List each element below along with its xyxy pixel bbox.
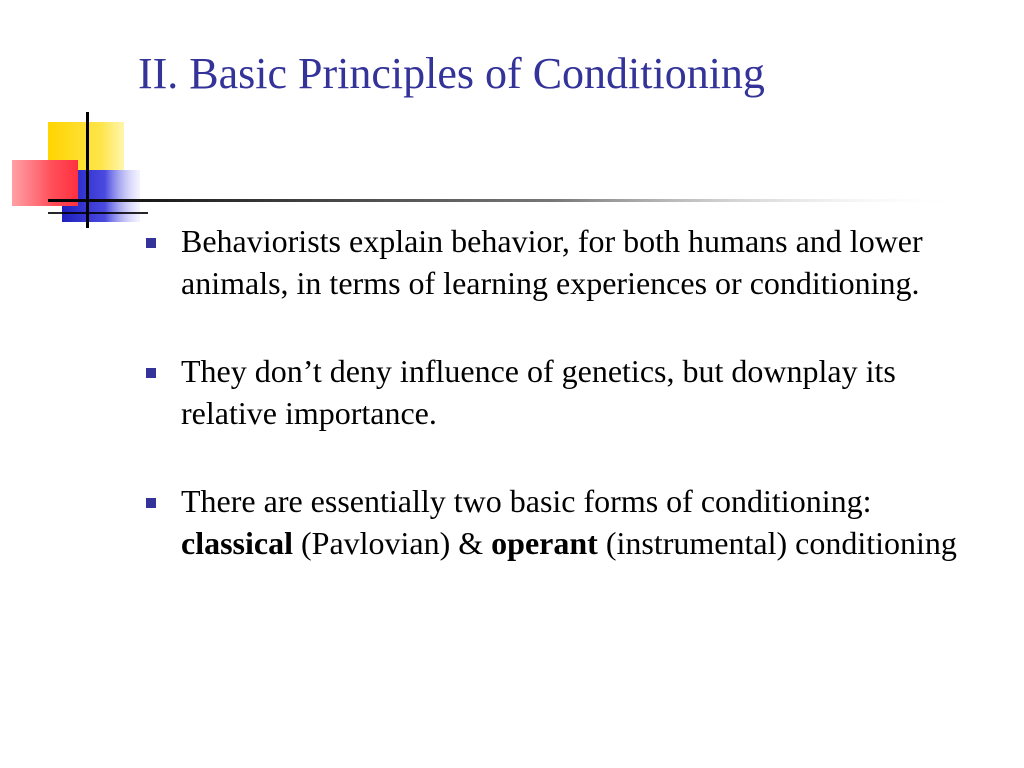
corner-decoration <box>0 0 1024 240</box>
bullet-item <box>146 480 966 564</box>
bullet-text-part: There are essentially two basic forms of conditioning: <box>181 483 872 519</box>
short-horizontal-rule <box>48 212 148 214</box>
bullet-text-part: (Pavlovian) & <box>292 525 492 561</box>
bullet-item <box>146 220 966 304</box>
vertical-rule <box>86 112 89 228</box>
bullet-text: Behaviorists explain behavior, for both humans and lower animals, in terms of learning experiences or conditioning. <box>181 223 923 301</box>
bullet-item <box>146 350 966 434</box>
bullet-text: They don’t deny influence of genetics, but downplay its relative importance. <box>181 353 896 431</box>
bold-term-operant: operant <box>491 525 598 561</box>
square-bullet-icon <box>146 238 156 248</box>
square-bullet-icon <box>146 368 156 378</box>
yellow-square <box>48 122 124 170</box>
red-square <box>12 160 78 206</box>
bullet-text-part: (instrumental) conditioning <box>597 525 957 561</box>
bullet-list <box>146 220 966 610</box>
bold-term-classical: classical <box>181 525 293 561</box>
blue-square <box>62 170 140 222</box>
slide-title: II. Basic Principles of Conditioning <box>138 49 765 98</box>
square-bullet-icon <box>146 498 156 508</box>
horizontal-rule <box>48 199 968 202</box>
bullet-text <box>181 483 957 561</box>
